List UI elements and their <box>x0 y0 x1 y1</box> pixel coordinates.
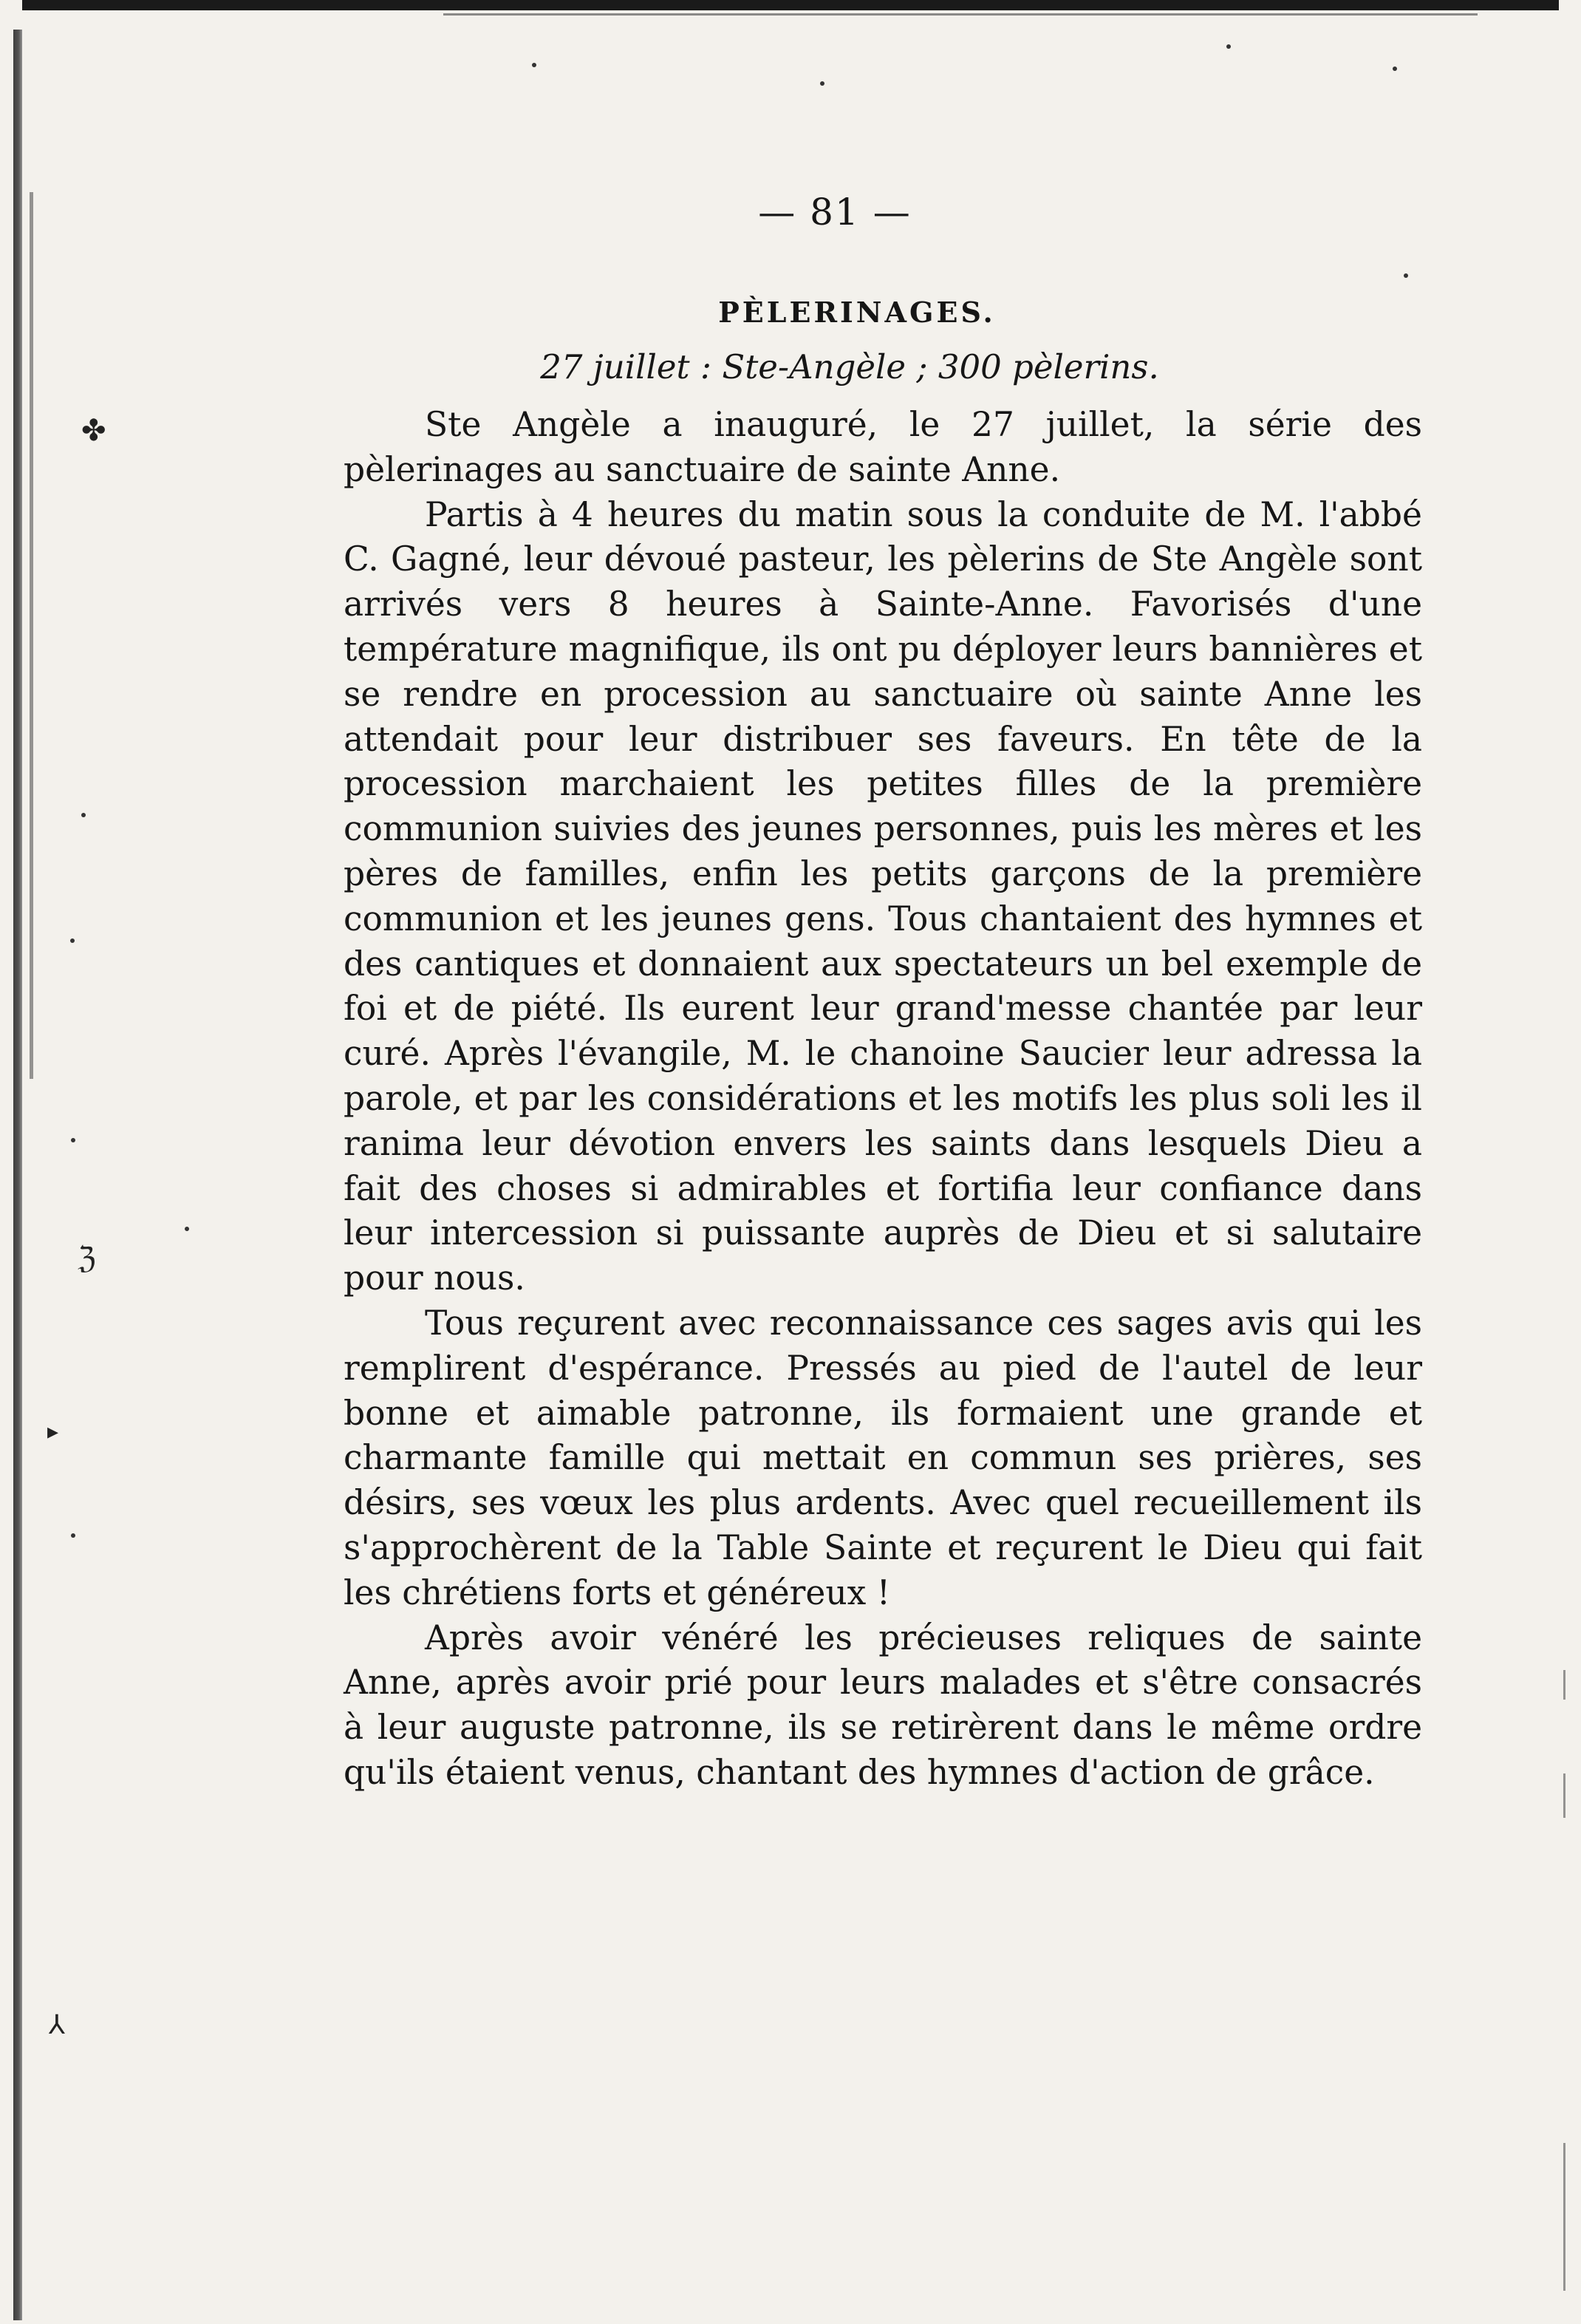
scan-top-line <box>443 13 1478 16</box>
speckle <box>71 1533 75 1538</box>
speckle <box>185 1227 189 1231</box>
body-text <box>344 403 1422 1796</box>
speckle <box>1563 1773 1565 1818</box>
page-number: — 81 — <box>758 191 912 234</box>
margin-mark-icon: ⅄ <box>49 2010 65 2040</box>
speckle <box>1393 67 1397 71</box>
paragraph: Ste Angèle a inauguré, le 27 juillet, la série des pèlerinages au sanctuaire de sainte Anne. <box>344 405 1422 489</box>
speckle <box>81 813 86 817</box>
speckle <box>532 63 536 67</box>
paragraph: Partis à 4 heures du matin sous la conduite de M. l'abbé C. Gagné, leur dévoué pasteur, les pèlerins de Ste Angèle sont arrivés vers 8 heures à Sainte-Anne. Favorisés d'une température magnifique, ils ont pu déployer leurs bannières et se rendre en procession au sanctuaire où sainte Anne les attendait pour leur distribuer ses faveurs. En tête de la procession marchaient les petites filles de la première communion suivies des jeunes personnes, puis les mères et les pères de familles, enfin les petits garçons de la première communion et les jeunes gens. Tous chantaient des hymnes et des cantiques et donnaient aux spectateurs un bel exemple de foi et de piété. Ils eurent leur grand'messe chantée par leur curé. Après l'évangile, M. le chanoine Saucier leur adressa la parole, et par les considérations et les motifs les plus soli les il ranima leur dévotion envers les saints dans lesquels Dieu a fait des choses si admirables et fortifia leur confiance dans leur intercession si puissante auprès de Dieu et si salutaire pour nous. <box>344 494 1422 1298</box>
section-subheading: 27 juillet : Ste-Angèle ; 300 pèlerins. <box>540 347 1159 386</box>
margin-mark-icon: ✤ <box>81 414 106 448</box>
speckle <box>820 81 824 86</box>
section-heading: PÈLERINAGES. <box>718 296 996 329</box>
speckle <box>1563 2143 1565 2291</box>
speckle <box>1404 273 1408 278</box>
paragraph: Après avoir vénéré les précieuses reliques de sainte Anne, après avoir prié pour leurs malades et s'être consacrés à leur auguste patronne, ils se retirèrent dans le même ordre qu'ils étaient venus, chantant des hymnes d'action de grâce. <box>344 1618 1422 1792</box>
margin-mark-icon: ℨ <box>78 1241 96 1275</box>
speckle <box>1226 44 1231 49</box>
speckle <box>1563 1670 1565 1700</box>
speckle <box>71 1138 75 1142</box>
paragraph: Tous reçurent avec reconnaissance ces sages avis qui les remplirent d'espérance. Pressés au pied de l'autel de leur bonne et aimable patronne, ils formaient une grande et charmante famille qui mettait en commun ses prières, ses désirs, ses vœux les plus ardents. Avec quel recueillement ils s'approchèrent de la Table Sainte et reçurent le Dieu qui fait les chrétiens forts et généreux ! <box>344 1303 1422 1612</box>
margin-mark-icon: ▸ <box>47 1419 59 1445</box>
scan-top-border <box>22 0 1559 10</box>
speckle <box>70 938 75 943</box>
